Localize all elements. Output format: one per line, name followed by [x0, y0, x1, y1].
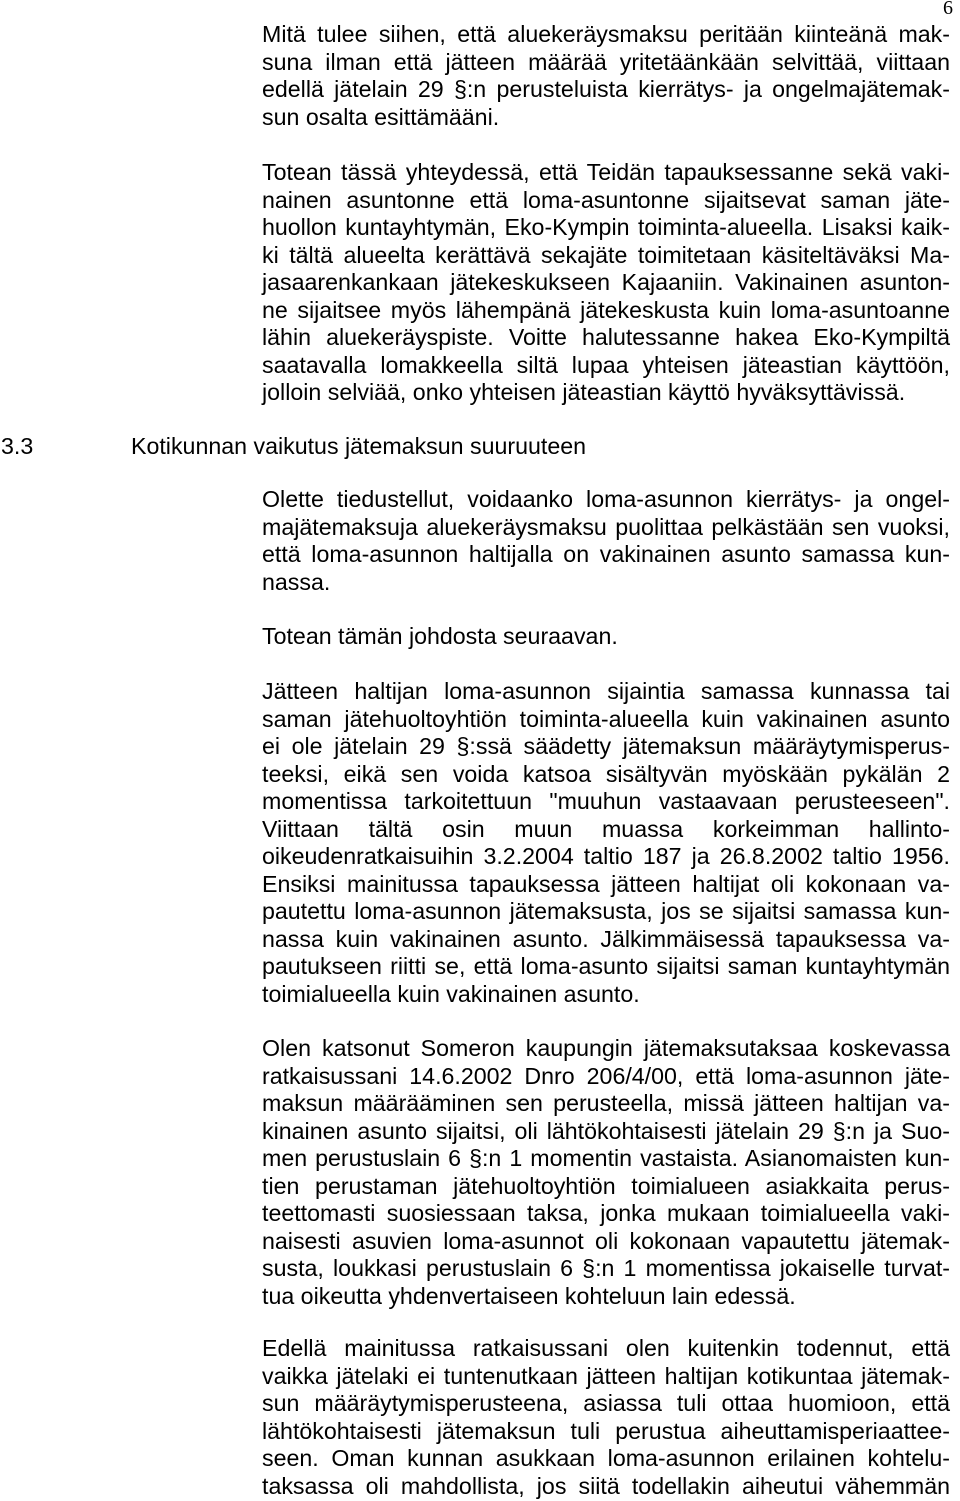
page-number: 6: [943, 0, 953, 19]
paragraph: [262, 486, 950, 596]
text-line: nassa kuin vakinainen asunto. Jälkimmäisessä tapauksessa va-: [262, 925, 950, 952]
text-line: momentissa tarkoitettuun "muuhun vastaavaan perusteeseen".: [262, 788, 950, 814]
text-line: suna ilman että jätteen määrää yritetäänkään selvittää, viittaan: [262, 48, 950, 75]
text-line: susta, loukkasi perustuslain 6 §:n 1 momentissa jokaiselle turvat-: [262, 1255, 950, 1281]
text-line: että loma-asunnon haltijalla on vakinainen asunto samassa kun-: [262, 541, 950, 567]
text-line: teettomasti suosiessaan taksa, jonka mukaan toimialueella vaki-: [262, 1200, 950, 1226]
section-title: Kotikunnan vaikutus jätemaksun suuruuteen: [131, 433, 587, 459]
text-line: nassa.: [262, 568, 331, 595]
text-line: naisesti asuvien loma-asunnot oli kokonaan vapautettu jätemak-: [262, 1227, 950, 1254]
text-line: Ensiksi mainitussa tapauksessa jätteen haltijat oli kokonaan va-: [262, 870, 950, 897]
text-line: seen. Oman kunnan asukkaan loma-asunnon erilainen kohtelu-: [262, 1445, 950, 1471]
text-line: jasaarenkankaan jätekeskukseen Kajaaniin. Vakinainen asunton-: [262, 269, 950, 295]
text-line: ratkaisussani 14.6.2002 Dnro 206/4/00, että loma-asunnon jäte-: [262, 1062, 950, 1089]
text-line: tua oikeutta yhdenvertaiseen kohteluun lain edessä.: [262, 1282, 796, 1309]
text-line: oikeudenratkaisuihin 3.2.2004 taltio 187 ja 26.8.2002 taltio 1956.: [262, 843, 950, 869]
section-heading: [0, 433, 960, 461]
text-line: sun määräytymisperusteena, asiassa tuli ottaa huomioon, että: [262, 1390, 950, 1416]
text-line: sun osalta esittämääni.: [262, 103, 500, 130]
paragraph: [262, 21, 950, 131]
text-line: nainen asuntonne että loma-asuntonne sijaitsevat saman jäte-: [262, 186, 950, 213]
section-number: 3.3: [1, 433, 34, 459]
text-line: Mitä tulee siihen, että aluekeräysmaksu peritään kiinteänä mak-: [262, 21, 950, 47]
paragraph: [262, 159, 950, 407]
text-line: toimialueella kuin vakinainen asunto.: [262, 980, 640, 1007]
text-line: Totean tämän johdosta seuraavan.: [262, 623, 618, 649]
text-line: Jätteen haltijan loma-asunnon sijaintia samassa kunnassa tai: [262, 678, 950, 704]
text-line: pautukseen riitti se, että loma-asunto sijaitsi saman kuntayhtymän: [262, 953, 950, 979]
text-line: lähtökohtaisesti jätemaksun tuli perustua aiheuttamisperiaattee-: [262, 1417, 950, 1444]
text-line: pautettu loma-asunnon jätemaksusta, jos se sijaitsi samassa kun-: [262, 898, 950, 924]
text-line: taksassa oli mahdollista, jos siitä todellakin aiheutui vähemmän: [262, 1472, 950, 1499]
text-line: jolloin selviää, onko yhteisen jäteastian käyttö hyväksyttävissä.: [262, 379, 906, 405]
text-line: Totean tässä yhteydessä, että Teidän tapauksessanne sekä vaki-: [262, 159, 950, 185]
text-line: edellä jätelain 29 §:n perusteluista kierrätys- ja ongelmajätemak-: [262, 76, 950, 102]
text-line: lähin aluekeräyspiste. Voitte halutessanne hakea Eko-Kympiltä: [262, 324, 950, 350]
text-line: saatavalla lomakkeella siltä lupaa yhteisen jäteastian käyttöön,: [262, 351, 950, 378]
paragraph: [262, 1035, 950, 1310]
text-line: Olette tiedustellut, voidaanko loma-asunnon kierrätys- ja ongel-: [262, 486, 950, 512]
text-line: kinainen asunto sijaitsi, oli lähtökohtaisesti jätelain 29 §:n ja Suo-: [262, 1117, 950, 1144]
paragraph: [262, 623, 950, 651]
paragraph: [262, 678, 950, 1008]
text-line: huollon kuntayhtymän, Eko-Kympin toiminta-alueella. Lisaksi kaik-: [262, 214, 950, 240]
text-line: ei ole jätelain 29 §:ssä säädetty jätemaksun määräytymisperus-: [262, 733, 950, 759]
paragraph: [262, 1335, 950, 1500]
text-line: teeksi, eikä sen voida katsoa sisältyvän myöskään pykälän 2: [262, 760, 950, 787]
text-line: maksun määrääminen sen perusteella, missä jätteen haltijan va-: [262, 1090, 950, 1116]
text-line: majätemaksuja aluekeräysmaksu puolittaa pelkästään sen vuoksi,: [262, 513, 950, 540]
text-line: Edellä mainitussa ratkaisussani olen kuitenkin todennut, että: [262, 1335, 950, 1361]
text-line: vaikka jätelaki ei tuntenutkaan jätteen haltijan kotikuntaa jätemak-: [262, 1362, 950, 1389]
text-line: Olen katsonut Someron kaupungin jätemaksutaksaa koskevassa: [262, 1035, 950, 1061]
text-line: Viittaan tältä osin muun muassa korkeimman hallinto-: [262, 815, 950, 842]
text-line: saman jätehuoltoyhtiön toiminta-alueella kuin vakinainen asunto: [262, 705, 950, 732]
text-line: ne sijaitsee myös lähempänä jätekeskusta kuin loma-asuntoanne: [262, 296, 950, 323]
text-line: tien perustaman jätehuoltoyhtiön toimialueen asiakkaita perus-: [262, 1172, 950, 1199]
text-line: ki tältä alueelta kerättävä sekajäte toimitetaan käsiteltäväksi Ma-: [262, 241, 950, 268]
text-line: men perustuslain 6 §:n 1 momentin vastaista. Asianomaisten kun-: [262, 1145, 950, 1171]
